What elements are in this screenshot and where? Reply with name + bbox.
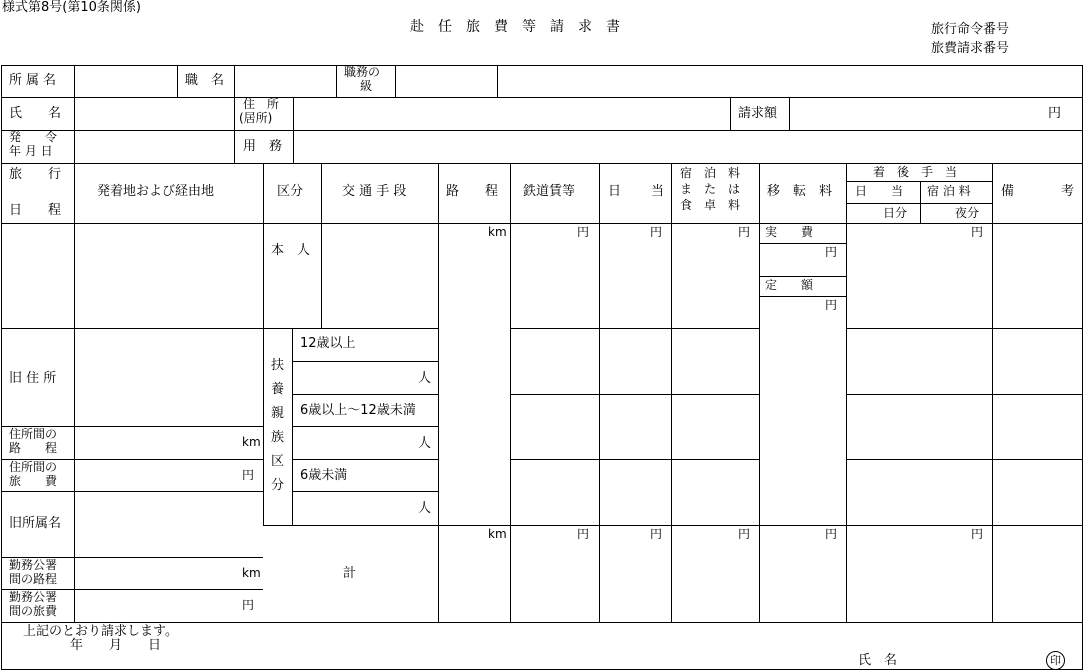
relocation-header: 移 転 料 [767,184,833,199]
rail-fare-header: 鉄道賃等 [523,184,576,199]
signer-name-label: 氏 名 [858,653,898,668]
affiliation-field[interactable] [75,66,177,97]
transport-header: 交 通 手 段 [342,184,407,199]
total-label: 計 [343,566,357,581]
dependents-char-4: 族 [271,430,285,445]
arrival-allowance-header: 着 後 手 当 [873,165,958,179]
affiliation-label: 所属名 [9,73,61,88]
age-under-6-label: 6歳未満 [300,468,348,483]
dependents-char-6: 分 [271,478,285,493]
office-fare-label-1: 勤務公署 [9,590,58,604]
issue-date-field[interactable] [75,131,234,163]
self-label: 本 人 [271,243,311,258]
dependents-char-1: 扶 [271,358,285,373]
form-title: 赴 任 旅 費 等 請 求 書 [410,19,620,35]
total-distance-unit: km [488,527,507,541]
daily-header-1: 日 [608,184,622,199]
office-dist-label-1: 勤務公署 [9,558,58,572]
form-number: 様式第8号(第10条関係) [2,0,141,15]
arrival-nights-unit: 夜分 [955,206,980,220]
fixed-amount-unit-yen: 円 [825,298,838,312]
claim-number-label: 旅費請求番号 [931,41,1010,56]
distance-header: 路 程 [446,184,499,199]
daily-unit-yen: 円 [650,225,663,239]
total-arrival-unit: 円 [971,527,984,541]
age-12-over-label: 12歳以上 [300,336,356,351]
lodging-header-3: 食 卓 料 [680,198,741,212]
total-daily-unit: 円 [650,527,663,541]
address-label-2: (居所) [239,111,273,125]
issue-label-2: 年 月 日 [9,144,53,158]
old-affiliation-label: 旧所属名 [9,516,62,531]
office-dist-label-2: 間の路程 [9,572,58,586]
name-field[interactable] [75,98,234,130]
actual-cost-label: 実 費 [765,225,814,239]
order-number-label: 旅行命令番号 [931,22,1010,37]
address-field[interactable] [294,98,730,130]
actual-cost-unit-yen: 円 [825,245,838,259]
daily-header-2: 当 [651,184,665,199]
age-under-6-unit: 人 [418,501,432,516]
grade-field[interactable] [396,66,497,97]
dependents-char-2: 養 [271,382,285,397]
addr-fare-label-1: 住所間の [9,460,58,474]
name-label: 氏 名 [9,106,62,121]
category-header: 区分 [277,184,304,199]
route-header: 発着地および経由地 [97,184,215,199]
seal-stamp-icon: 印 [1046,651,1065,670]
addr-dist-label-1: 住所間の [9,427,58,441]
grade-label-1: 職務の [344,65,381,79]
office-dist-unit-km: km [242,566,261,580]
addr-fare-label-2: 旅 費 [9,474,58,488]
claim-amount-field[interactable] [790,98,1082,130]
lodging-header-1: 宿 泊 料 [680,166,741,180]
office-fare-unit-yen: 円 [242,598,255,612]
age-6-12-unit: 人 [418,436,432,451]
arrival-unit-yen: 円 [971,225,984,239]
grade-label-2: 級 [360,79,373,93]
claim-date: 年 月 日 [70,638,162,653]
itinerary-label-1: 旅 行 [9,167,62,182]
claim-amount-label: 請求額 [738,106,778,121]
yen-unit: 円 [1048,106,1062,121]
age-6-12-label: 6歳以上～12歳未満 [300,403,416,418]
rail-unit-yen: 円 [577,225,590,239]
distance-unit-km: km [488,225,507,239]
duty-label: 用 務 [243,139,283,154]
lodging-unit-yen: 円 [738,225,751,239]
arrival-daily-header: 日 当 [855,184,904,198]
office-fare-label-2: 間の旅費 [9,604,58,618]
age-12-over-unit: 人 [418,371,432,386]
position-label: 職 名 [185,73,225,88]
address-label-1: 住 所 [243,97,280,111]
addr-fare-unit-yen: 円 [242,468,255,482]
claim-statement: 上記のとおり請求します。 [23,624,178,639]
total-lodging-unit: 円 [738,527,751,541]
dependents-char-3: 親 [271,406,285,421]
duty-field[interactable] [294,131,1082,163]
arrival-days-unit: 日分 [883,206,908,220]
remarks-header-1: 備 [1001,184,1015,199]
addr-dist-unit-km: km [242,435,261,449]
itinerary-label-2: 日 程 [9,203,62,218]
position-field[interactable] [235,66,336,97]
issue-label-1: 発 令 [9,130,58,144]
dependents-char-5: 区 [271,454,285,469]
total-rail-unit: 円 [577,527,590,541]
total-relocation-unit: 円 [825,527,838,541]
fixed-amount-label: 定 額 [765,278,814,292]
addr-dist-label-2: 路 程 [9,441,58,455]
remarks-header-2: 考 [1061,184,1075,199]
lodging-header-2: ま た は [680,182,741,196]
old-address-label: 旧 住 所 [9,371,57,386]
arrival-lodging-header: 宿 泊 料 [927,184,971,198]
